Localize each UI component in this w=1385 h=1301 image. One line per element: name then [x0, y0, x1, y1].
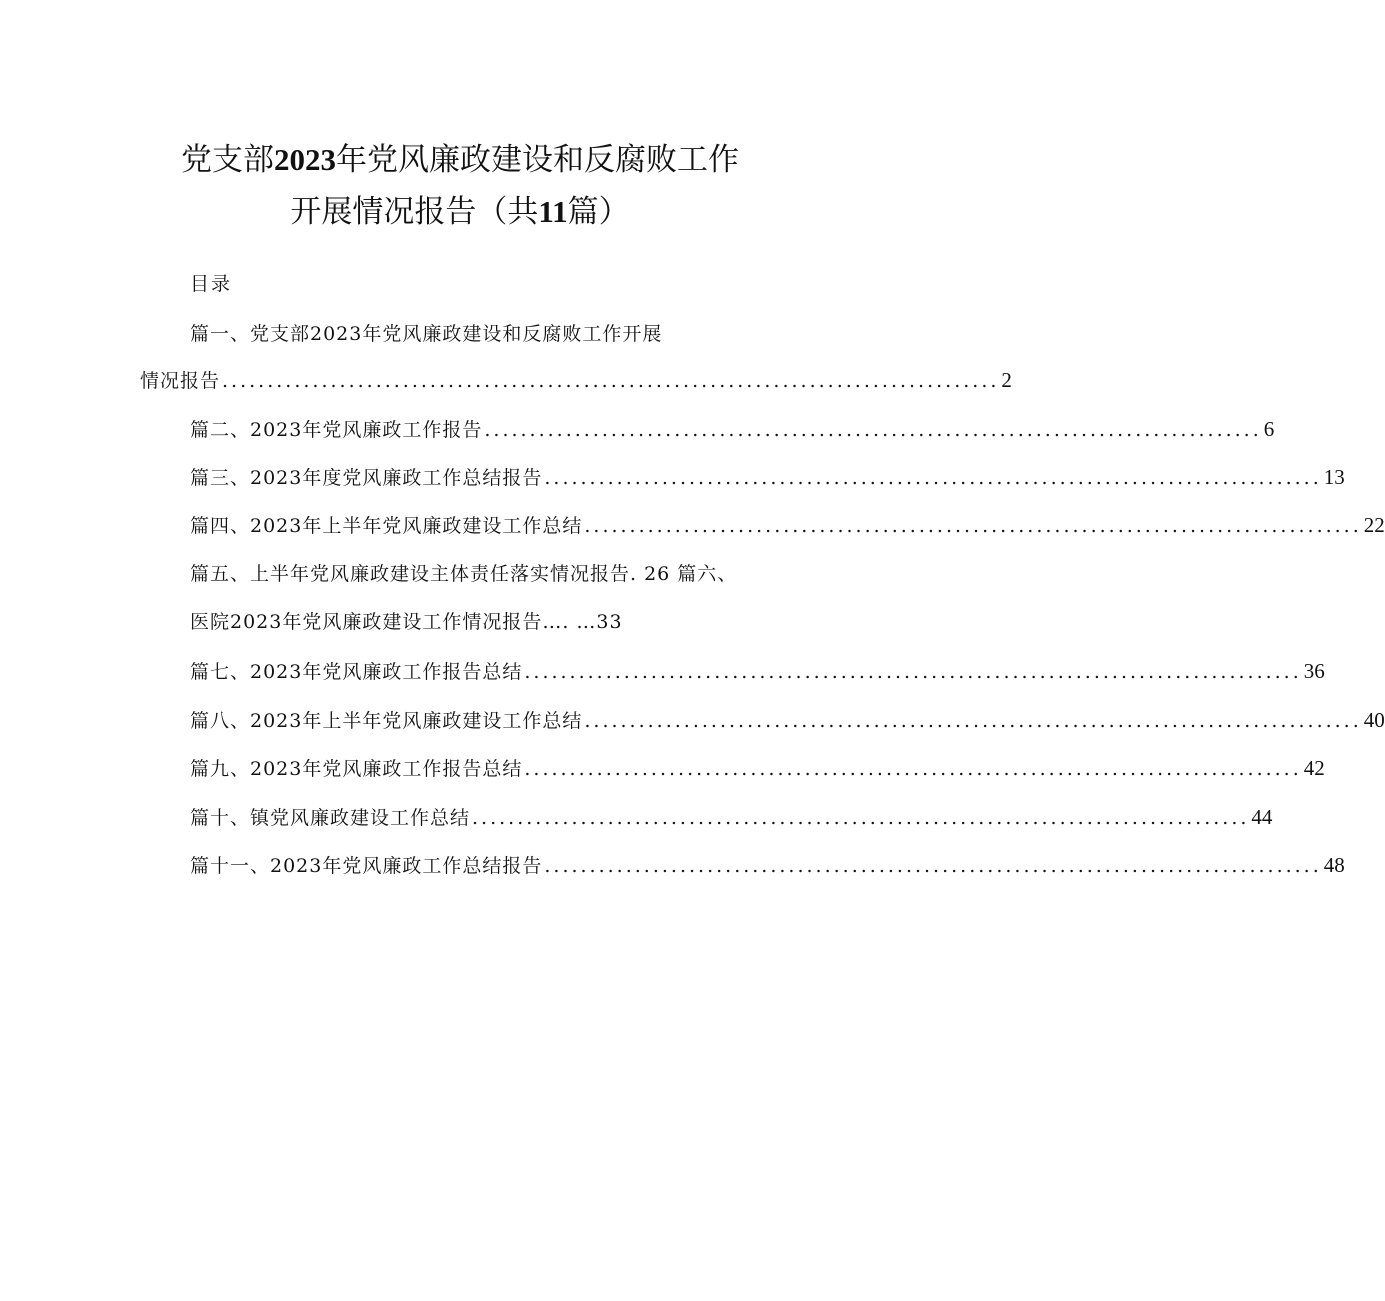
- toc-entry-8[interactable]: [190, 705, 1385, 735]
- dot-leader: ......................................................................................: [524, 758, 1302, 780]
- document-title-line-1: [0, 140, 920, 180]
- toc-entry-1[interactable]: [140, 365, 1012, 395]
- dot-leader: ......................................................................................: [472, 807, 1250, 829]
- toc-entry-7-page: 36: [1303, 659, 1325, 683]
- toc-entry-2-page: 6: [1263, 417, 1275, 441]
- dot-leader: ......................................................................................: [544, 467, 1322, 489]
- toc-entry-1-page: 2: [1001, 368, 1012, 392]
- document-title-line-2: [0, 192, 920, 232]
- toc-entry-2[interactable]: [190, 414, 1275, 444]
- toc-entry-4-label: 篇四、2023年上半年党风廉政建设工作总结: [190, 515, 583, 537]
- toc-entry-4-page: 22: [1363, 513, 1385, 537]
- title-year: 2023: [274, 142, 336, 177]
- toc-entry-10-page: 44: [1251, 805, 1273, 829]
- toc-entry-7-label: 篇七、2023年党风廉政工作报告总结: [190, 661, 523, 683]
- toc-entry-2-label: 篇二、2023年党风廉政工作报告: [190, 419, 483, 441]
- title-count: 11: [538, 194, 568, 229]
- toc-entry-3-page: 13: [1323, 465, 1345, 489]
- dot-leader: ......................................................................................: [584, 710, 1362, 732]
- title-suffix: 年党风廉政建设和反腐败工作: [336, 142, 739, 178]
- toc-entry-10-label: 篇十、镇党风廉政建设工作总结: [190, 807, 471, 829]
- toc-entry-9[interactable]: [190, 753, 1325, 783]
- toc-entry-11-page: 48: [1323, 853, 1345, 877]
- toc-entry-9-page: 42: [1303, 756, 1325, 780]
- toc-entry-3[interactable]: [190, 462, 1345, 492]
- title-line-2-suffix: 篇）: [567, 194, 630, 230]
- toc-entry-11[interactable]: [190, 850, 1345, 880]
- toc-entry-8-page: 40: [1363, 708, 1385, 732]
- toc-entry-3-label: 篇三、2023年度党风廉政工作总结报告: [190, 467, 543, 489]
- title-prefix: 党支部: [181, 142, 274, 178]
- dot-leader: ......................................................................................: [584, 515, 1362, 537]
- dot-leader: ......................................................................................: [484, 419, 1262, 441]
- toc-entry-5[interactable]: 篇五、上半年党风廉政建设主体责任落实情况报告. 26 篇六、: [190, 563, 738, 585]
- toc-entry-8-label: 篇八、2023年上半年党风廉政建设工作总结: [190, 710, 583, 732]
- toc-entry-4[interactable]: [190, 510, 1385, 540]
- toc-heading: 目录: [190, 273, 233, 295]
- dot-leader: ......................................................................................: [544, 855, 1322, 877]
- dot-leader: ......................................................................................: [222, 370, 1000, 392]
- toc-entry-11-label: 篇十一、2023年党风廉政工作总结报告: [190, 855, 543, 877]
- toc-entry-10[interactable]: [190, 802, 1273, 832]
- toc-entry-6[interactable]: 医院2023年党风廉政建设工作情况报告…. …33: [190, 611, 623, 633]
- toc-entry-1-line-1[interactable]: 篇一、党支部2023年党风廉政建设和反腐败工作开展: [190, 323, 663, 345]
- toc-entry-7[interactable]: [190, 656, 1325, 686]
- dot-leader: ......................................................................................: [524, 661, 1302, 683]
- toc-entry-9-label: 篇九、2023年党风廉政工作报告总结: [190, 758, 523, 780]
- toc-entry-1-label: 情况报告: [140, 370, 221, 392]
- title-line-2-prefix: 开展情况报告（共: [290, 194, 539, 230]
